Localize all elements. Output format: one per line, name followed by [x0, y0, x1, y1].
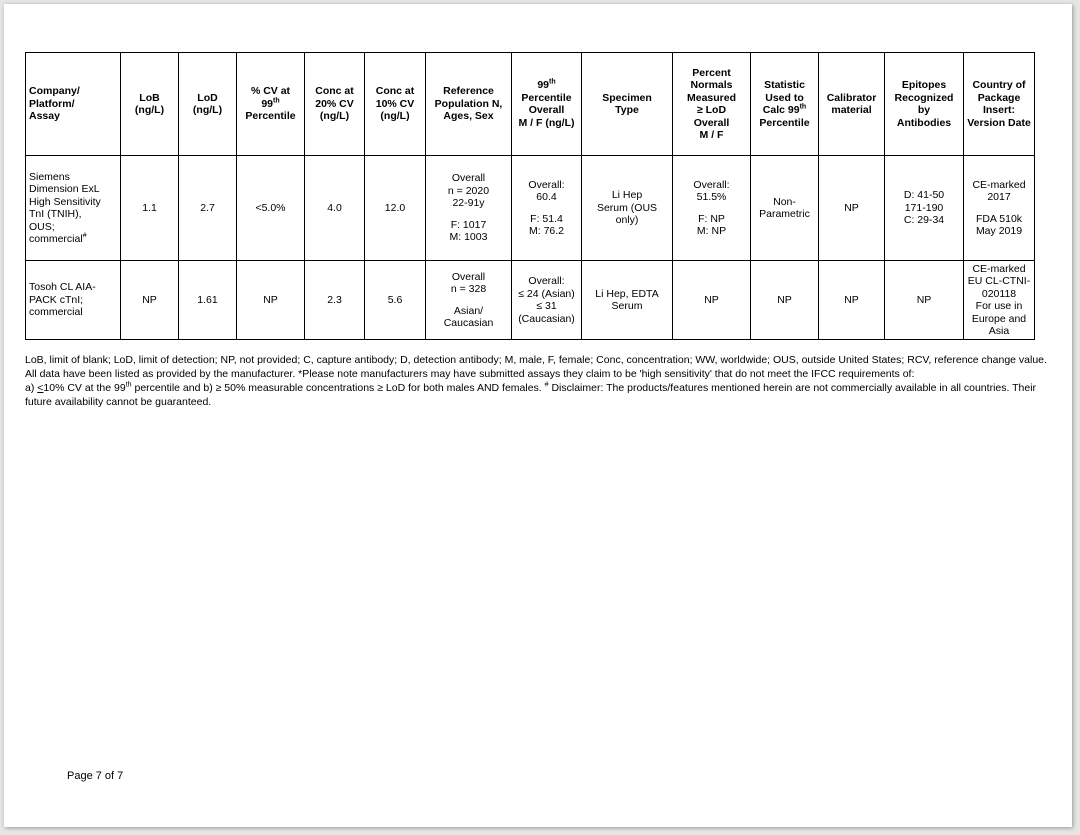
refpop-overall: Overall n = 2020 22-91y: [447, 172, 490, 210]
table-row: [26, 156, 1035, 261]
cell-conc20: 4.0: [305, 156, 365, 261]
footnote-disclaimer: Disclaimer: The products/features mentioned herein are not commercially available in all countries. Their future availability cannot be guaranteed.: [25, 382, 1037, 408]
header-specimen: Specimen Type: [582, 53, 673, 156]
cell-lod: 1.61: [179, 261, 237, 340]
cell-conc10: 12.0: [365, 156, 426, 261]
header-99th-sup: th: [549, 78, 556, 86]
footnote-a-tail: percentile and b) ≥ 50% measurable concentrations ≥ LoD for both males AND females.: [131, 382, 545, 394]
p99-sex: F: 51.4 M: 76.2: [528, 212, 565, 237]
cell-conc10: 5.6: [365, 261, 426, 340]
cell-specimen: Li Hep, EDTA Serum: [582, 261, 673, 340]
cell-lod: 2.7: [179, 156, 237, 261]
cell-epitopes: NP: [885, 261, 964, 340]
header-statistic-b: Percentile: [759, 116, 810, 129]
header-99th: [512, 53, 582, 156]
footnote-hash: #: [544, 381, 549, 389]
header-statistic: [751, 53, 819, 156]
company-text: Siemens Dimension ExL High Sensitivity TnI (TNIH), OUS; commercial: [29, 170, 101, 245]
cell-percent: [673, 156, 751, 261]
header-cv: [237, 53, 305, 156]
company-footnote-mark: #: [82, 232, 87, 240]
header-lod: LoD (ng/L): [179, 53, 237, 156]
cell-statistic: NP: [751, 261, 819, 340]
cell-conc20: 2.3: [305, 261, 365, 340]
header-refpop: Reference Population N, Ages, Sex: [426, 53, 512, 156]
header-calibrator: Calibrator material: [819, 53, 885, 156]
header-99th-rest: Percentile Overall M / F (ng/L): [518, 91, 575, 129]
header-cv-line3: Percentile: [245, 110, 296, 123]
header-99th-num: 99: [537, 79, 550, 91]
header-cv-line2: 99: [261, 97, 274, 110]
table-row: [26, 261, 1035, 340]
footnote-a-rest: 10% CV at the 99: [43, 382, 126, 394]
cell-epitopes: D: 41-50 171-190 C: 29-34: [885, 156, 964, 261]
cell-calibrator: NP: [819, 156, 885, 261]
cell-cv: NP: [237, 261, 305, 340]
footnote-a-sup: th: [125, 381, 132, 389]
refpop-ethnicity: Asian/ Caucasian: [443, 304, 494, 329]
header-company: Company/ Platform/ Assay: [26, 53, 121, 156]
footnote-le-sign: <: [37, 382, 44, 394]
document-page: [4, 4, 1072, 827]
cell-company: [26, 156, 121, 261]
country-ce: CE-marked 2017: [972, 178, 1026, 203]
cell-99th: [512, 156, 582, 261]
cell-percent: NP: [673, 261, 751, 340]
cell-refpop: [426, 261, 512, 340]
percent-overall: Overall: 51.5%: [693, 178, 730, 203]
page-number: Page 7 of 7: [67, 770, 124, 782]
header-percent: Percent Normals Measured ≥ LoD Overall M / F: [673, 53, 751, 156]
percent-sex: F: NP M: NP: [696, 212, 727, 237]
cell-lob: NP: [121, 261, 179, 340]
footnote-a-prefix: a): [25, 382, 38, 394]
p99-overall: Overall: 60.4: [528, 178, 565, 203]
header-cv-line1: % CV at: [250, 85, 291, 98]
header-lob: LoB (ng/L): [121, 53, 179, 156]
cell-calibrator: NP: [819, 261, 885, 340]
cell-refpop: [426, 156, 512, 261]
assay-table: [25, 52, 1035, 340]
header-country: Country of Package Insert: Version Date: [964, 53, 1035, 156]
table-footnote: [25, 353, 1055, 409]
footnote-abbreviations: LoB, limit of blank; LoD, limit of detection; NP, not provided; C, capture antibody; D, detection antibody; M, male, F, female; Conc, concentration; WW, worldwide; OUS, outside United States; RCV, reference change value. All data have been listed as provided by the manufacturer. *Please note manufacturers may have submitted assays they claim to be 'high sensitivity' that do not meet the IFCC requirements of:: [25, 354, 1047, 380]
cell-country: [964, 156, 1035, 261]
cell-country: CE-marked EU CL-CTNI- 020118 For use in Europe and Asia: [964, 261, 1035, 340]
header-epitopes: Epitopes Recognized by Antibodies: [885, 53, 964, 156]
cell-cv: <5.0%: [237, 156, 305, 261]
cell-company: Tosoh CL AIA- PACK cTnI; commercial: [26, 261, 121, 340]
refpop-sex: F: 1017 M: 1003: [449, 218, 488, 244]
header-conc20: Conc at 20% CV (ng/L): [305, 53, 365, 156]
header-statistic-sup: th: [799, 103, 807, 111]
refpop-overall: Overall n = 328: [450, 270, 487, 295]
country-fda: FDA 510k May 2019: [975, 212, 1023, 237]
header-row: [26, 53, 1035, 156]
header-conc10: Conc at 10% CV (ng/L): [365, 53, 426, 156]
cell-statistic: Non- Parametric: [751, 156, 819, 261]
header-statistic-a: Statistic Used to Calc 99: [762, 79, 805, 116]
cell-specimen: Li Hep Serum (OUS only): [582, 156, 673, 261]
header-cv-sup: th: [273, 97, 280, 105]
cell-99th: Overall: ≤ 24 (Asian) ≤ 31 (Caucasian): [512, 261, 582, 340]
cell-lob: 1.1: [121, 156, 179, 261]
